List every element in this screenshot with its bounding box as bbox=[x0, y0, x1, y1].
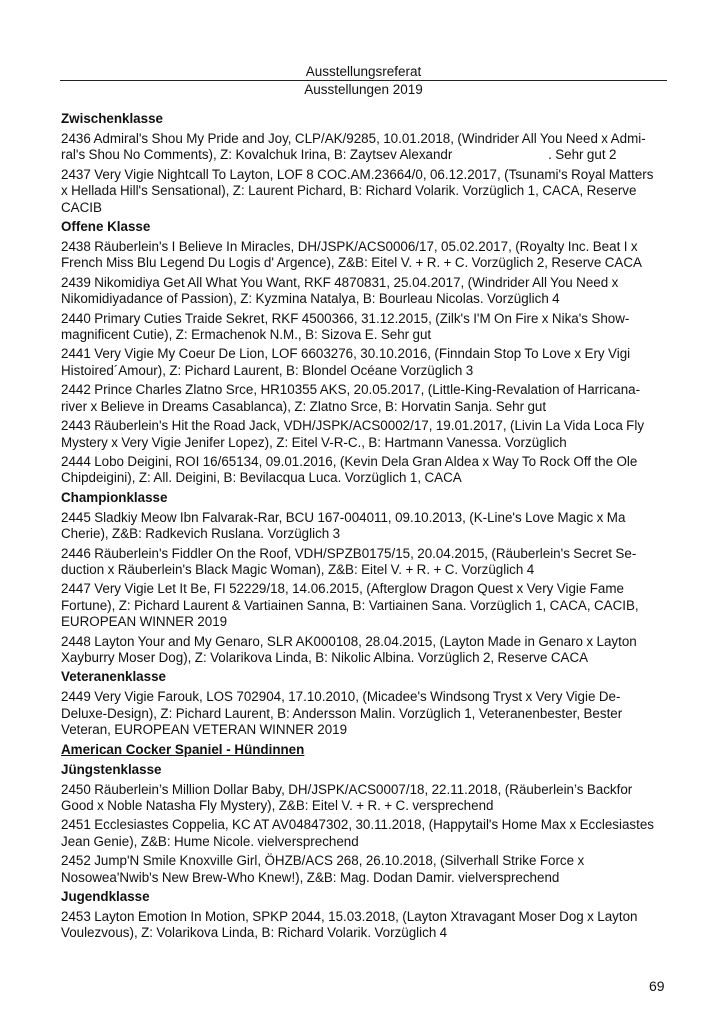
dog-entry: 2438 Räuberlein's I Believe In Miracles, DH/JSPK/ACS0006/17, 05.02.2017, (Royalty Inc. Beat I x French Miss Blu Legend Du Logis d' Argence), Z&B: Eitel V. + R. + C. Vorzüglich 2, Reserve CACA bbox=[61, 239, 642, 271]
dog-entry: 2440 Primary Cuties Traide Sekret, RKF 4500366, 31.12.2015, (Zilk's I'M On Fire x Nika's Showmagnificent Cutie), Z: Ermachenok N.M., B: Sizova E. Sehr gut bbox=[61, 310, 630, 343]
dog-entry: 2447 Very Vigie Let It Be, FI 52229/18, 14.06.2015, (Afterglow Dragon Quest x Very Vigie Fame Fortune), Z: Pichard Laurent & Vartiainen Sanna, B: Vartiainen Sana. Vorzüglich 1, CACA, CACIB, EUROPEAN WINNER 2019 bbox=[61, 581, 639, 630]
dog-entry: 2446 Räuberlein's Fiddler On the Roof, VDH/SPZB0175/15, 20.04.2015, (Räuberlein's Secret Seduction x Räuberlein's Black Magic Woman), Z&B: Eitel V. + R. + C. Vorzüglich 4 bbox=[61, 545, 637, 577]
header-title: Ausstellungsreferat bbox=[305, 64, 422, 79]
dog-entry: 2441 Very Vigie My Coeur De Lion, LOF 6603276, 30.10.2016, (Finndain Stop To Love x Ery Vigi Histoired´Amour), Z: Pichard Laurent, B: Blondel Océane Vorzüglich 3 bbox=[61, 346, 631, 378]
dog-entry: 2437 Very Vigie Nightcall To Layton, LOF 8 COC.AM.23664/0, 06.12.2017, (Tsunami's Royal Matters x Hellada Hill's Sensational), Z: Laurent Pichard, B: Richard Volarik. Vorzüglich 1, CACA, Reserve CACIB bbox=[61, 166, 654, 215]
header-subtitle: Ausstellungen 2019 bbox=[304, 82, 423, 97]
page-number: 69 bbox=[649, 978, 665, 994]
dog-entry: 2449 Very Vigie Farouk, LOS 702904, 17.10.2010, (Micadee's Windsong Tryst x Very Vigie DeDeluxe-Design), Z: Pichard Laurent, B: Andersson Malin. Vorzüglich 1, Veteranenbester, Bester Veteran, EUROPEAN VETERAN WINNER 2019 bbox=[61, 689, 623, 738]
dog-entry: 2452 Jump'N Smile Knoxville Girl, ÖHZB/ACS 268, 26.10.2018, (Silverhall Strike Force x Nosowea'Nwib's New Brew-Who Knew!), Z&B: Mag. Dodan Damir. vielversprechend bbox=[61, 853, 585, 885]
dog-entry: 2453 Layton Emotion In Motion, SPKP 2044, 15.03.2018, (Layton Xtravagant Moser Dog x Layton Voulezvous), Z: Volarikova Linda, B: Richard Volarik. Vorzüglich 4 bbox=[61, 909, 638, 941]
class-heading: Veteranenklasse bbox=[61, 669, 166, 685]
dog-entry: 2443 Räuberlein's Hit the Road Jack, VDH/JSPK/ACS0002/17, 19.01.2017, (Livin La Vida Loca Fly Mystery x Very Vigie Jenifer Lopez), Z: Eitel V-R-C., B: Hartmann Vanessa. Vorzüglich bbox=[61, 418, 645, 450]
dog-entry: 2451 Ecclesiastes Coppelia, KC AT AV04847302, 30.11.2018, (Happytail's Home Max x Ecclesiastes Jean Genie), Z&B: Hume Nicole. vielversprechend bbox=[61, 817, 654, 849]
class-heading: Jüngstenklasse bbox=[61, 761, 162, 777]
dog-entry: 2442 Prince Charles Zlatno Srce, HR10355 AKS, 20.05.2017, (Little-King-Revalation of Harricanariver x Believe in Dreams Casablanca), Z: Zlatno Srce, B: Horvatin Sanja. Sehr gut bbox=[61, 382, 641, 414]
class-heading: Zwischenklasse bbox=[61, 111, 163, 126]
page-header bbox=[60, 64, 667, 98]
dog-entry: 2450 Räuberlein’s Million Dollar Baby, DH/JSPK/ACS0007/18, 22.11.2018, (Räuberlein’s Backfor Good x Noble Natasha Fly Mystery), Z&B: Eitel V. + R. + C. versprechend bbox=[61, 781, 633, 813]
report-body bbox=[61, 111, 661, 945]
dog-entry: 2448 Layton Your and My Genaro, SLR AK000108, 28.04.2015, (Layton Made in Genaro x Layton Xayburry Moser Dog), Z: Volarikova Linda, B: Nikolic Albina. Vorzüglich 2, Reserve CACA bbox=[61, 633, 637, 665]
class-heading: Offene Klasse bbox=[61, 219, 151, 235]
class-heading: Championklasse bbox=[61, 489, 168, 505]
breed-heading: American Cocker Spaniel - Hündinnen bbox=[61, 741, 305, 757]
class-heading: Jugendklasse bbox=[61, 889, 150, 905]
dog-entry: 2439 Nikomidiya Get All What You Want, RKF 4870831, 25.04.2017, (Windrider All You Need x Nikomidiyadance of Passion), Z: Kyzmina Natalya, B: Bourleau Nicolas. Vorzüglich 4 bbox=[61, 274, 619, 307]
dog-entry: 2445 Sladkiy Meow Ibn Falvarak-Rar, BCU 167-004011, 09.10.2013, (K-Line's Love Magic x Ma Cherie), Z&B: Radkevich Ruslana. Vorzüglich 3 bbox=[61, 509, 626, 542]
header-rule bbox=[60, 80, 667, 81]
dog-entry: 2436 Admiral's Shou My Pride and Joy, CLP/AK/9285, 10.01.2018, (Windrider All You Need x Admiral's Shou No Comments), Z: Kovalchuk Irina, B: Zaytsev Alexandr . Sehr gut 2 bbox=[61, 131, 646, 163]
dog-entry: 2444 Lobo Deigini, ROI 16/65134, 09.01.2016, (Kevin Dela Gran Aldea x Way To Rock Off the Ole Chipdeigini), Z: All. Deigini, B: Bevilacqua Luca. Vorzüglich 1, CACA bbox=[61, 453, 638, 486]
